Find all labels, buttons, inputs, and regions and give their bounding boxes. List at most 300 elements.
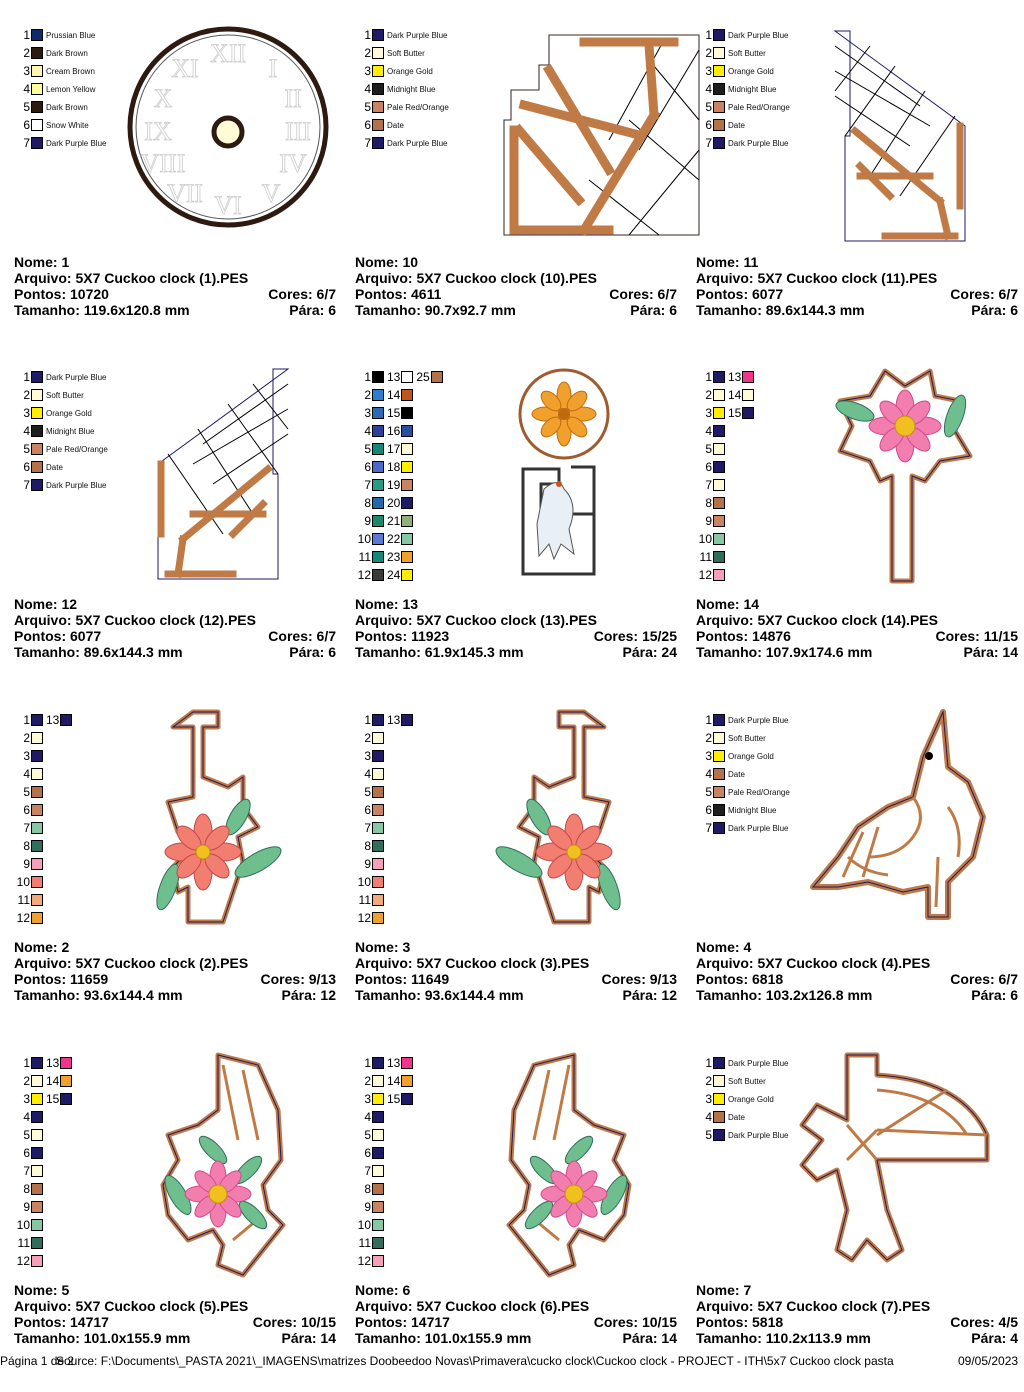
design-info — [696, 596, 1018, 660]
color-number: 5 — [23, 785, 30, 799]
color-swatch — [372, 912, 384, 924]
flower-and-bird-applique-art — [509, 364, 619, 589]
legend-row — [357, 873, 413, 891]
legend-row — [357, 747, 413, 765]
design-file: Arquivo: 5X7 Cuckoo clock (6).PES — [355, 1298, 590, 1314]
color-number: 1 — [23, 370, 30, 384]
legend-row — [16, 1198, 72, 1216]
design-preview — [148, 707, 288, 937]
design-size: Tamanho: 107.9x174.6 mm — [696, 644, 873, 660]
color-number: 14 — [387, 1074, 401, 1088]
color-number: 1 — [364, 28, 371, 42]
color-swatch — [31, 804, 43, 816]
extra-color-entry — [386, 1074, 413, 1088]
extra-color-entry — [386, 442, 413, 456]
color-number: 6 — [364, 460, 371, 474]
color-swatch — [31, 443, 43, 455]
color-swatch — [401, 443, 413, 455]
design-file: Arquivo: 5X7 Cuckoo clock (14).PES — [696, 612, 938, 628]
color-number: 4 — [705, 1110, 712, 1124]
design-file: Arquivo: 5X7 Cuckoo clock (5).PES — [14, 1298, 249, 1314]
color-number: 1 — [705, 1056, 712, 1070]
flower-branch-left-art — [148, 707, 288, 932]
size-row — [696, 1330, 1018, 1346]
color-swatch — [401, 461, 413, 473]
design-file: Arquivo: 5X7 Cuckoo clock (4).PES — [696, 955, 931, 971]
color-number: 19 — [387, 478, 401, 492]
color-swatch — [713, 443, 725, 455]
color-swatch — [372, 750, 384, 762]
color-swatch — [372, 533, 384, 545]
source-path: Source: F:\Documents\_PASTA 2021\_IMAGENS\matrizes Doobeedoo Novas\Primavera\cucko clock\Cuckoo clock - PROJECT - ITH\5x7 Cuckoo clock pasta — [56, 1354, 894, 1368]
legend-row — [357, 909, 413, 927]
design-preview — [830, 366, 980, 601]
legend-row — [357, 404, 443, 422]
legend-row — [16, 1216, 72, 1234]
size-row — [696, 302, 1018, 318]
color-name: Dark Purple Blue — [387, 138, 448, 148]
color-number: 3 — [705, 64, 712, 78]
stitch-row — [355, 1314, 677, 1330]
color-number: 2 — [364, 1074, 371, 1088]
legend-row — [16, 729, 72, 747]
color-number: 8 — [23, 839, 30, 853]
color-swatch — [31, 714, 43, 726]
color-number: 3 — [364, 749, 371, 763]
color-number: 21 — [387, 514, 401, 528]
stop-count: Pára: 24 — [622, 644, 677, 660]
extra-color-entry — [45, 713, 72, 727]
color-swatch — [372, 497, 384, 509]
color-number: 7 — [23, 821, 30, 835]
svg-text:III: III — [285, 117, 311, 146]
color-name: Prussian Blue — [46, 30, 96, 40]
color-number: 10 — [698, 532, 712, 546]
design-file: Arquivo: 5X7 Cuckoo clock (13).PES — [355, 612, 597, 628]
color-number: 10 — [16, 1218, 30, 1232]
stop-count: Pára: 14 — [622, 1330, 677, 1346]
color-swatch — [713, 768, 725, 780]
size-row — [355, 644, 677, 660]
stitch-row — [696, 1314, 1018, 1330]
color-number: 12 — [357, 911, 371, 925]
color-swatch — [31, 47, 43, 59]
design-name: Nome: 13 — [355, 596, 419, 612]
color-number: 15 — [387, 406, 401, 420]
design-size: Tamanho: 90.7x92.7 mm — [355, 302, 516, 318]
legend-row — [357, 855, 413, 873]
legend-row — [16, 44, 106, 62]
color-number: 20 — [387, 496, 401, 510]
color-swatch — [31, 786, 43, 798]
legend-row — [698, 548, 754, 566]
color-swatch — [31, 83, 43, 95]
color-swatch — [372, 551, 384, 563]
color-number: 11 — [358, 893, 371, 907]
color-name: Date — [728, 1112, 745, 1122]
color-swatch — [372, 1219, 384, 1231]
color-name: Soft Butter — [728, 48, 766, 58]
thread-color-legend — [698, 1054, 788, 1144]
color-number: 10 — [357, 875, 371, 889]
color-swatch — [713, 1129, 725, 1141]
color-count: Cores: 6/7 — [268, 628, 336, 644]
color-swatch — [713, 371, 725, 383]
legend-row — [16, 1162, 72, 1180]
legend-row — [698, 819, 790, 837]
design-info — [355, 596, 677, 660]
color-swatch — [372, 1147, 384, 1159]
color-number: 7 — [23, 478, 30, 492]
color-swatch — [401, 1075, 413, 1087]
legend-row — [698, 440, 754, 458]
legend-row — [16, 873, 72, 891]
flower-branch-right-art — [489, 707, 629, 932]
extra-color-entry — [727, 406, 754, 420]
color-number: 7 — [705, 136, 712, 150]
legend-row — [16, 26, 106, 44]
design-card — [690, 1050, 1024, 1392]
color-name: Date — [728, 769, 745, 779]
color-number: 2 — [23, 46, 30, 60]
legend-row — [16, 1252, 72, 1270]
color-number: 4 — [364, 1110, 371, 1124]
color-name: Pale Red/Orange — [46, 444, 108, 454]
thread-color-legend — [16, 368, 108, 494]
color-swatch — [713, 551, 725, 563]
color-number: 2 — [364, 388, 371, 402]
color-name: Dark Purple Blue — [46, 138, 107, 148]
color-swatch — [713, 137, 725, 149]
color-name: Midnight Blue — [728, 805, 777, 815]
color-number: 6 — [705, 803, 712, 817]
color-swatch — [372, 1201, 384, 1213]
design-size: Tamanho: 110.2x113.9 mm — [696, 1330, 871, 1346]
color-swatch — [31, 822, 43, 834]
legend-row — [357, 548, 443, 566]
extra-color-entry — [386, 478, 413, 492]
color-number: 7 — [23, 136, 30, 150]
color-swatch — [713, 515, 725, 527]
color-swatch — [31, 1057, 43, 1069]
color-name: Midnight Blue — [46, 426, 95, 436]
clock-face-art — [123, 22, 333, 232]
color-swatch — [401, 569, 413, 581]
legend-row — [357, 711, 413, 729]
color-swatch — [713, 822, 725, 834]
design-size: Tamanho: 103.2x126.8 mm — [696, 987, 873, 1003]
design-name: Nome: 4 — [696, 939, 752, 955]
design-name: Nome: 6 — [355, 1282, 411, 1298]
stitch-row — [696, 286, 1018, 302]
color-name: Midnight Blue — [728, 84, 777, 94]
extra-color-entry — [386, 460, 413, 474]
extra-color-entry — [727, 388, 754, 402]
stop-count: Pára: 14 — [281, 1330, 336, 1346]
color-swatch — [31, 1201, 43, 1213]
legend-row — [357, 422, 443, 440]
legend-row — [357, 1216, 413, 1234]
color-swatch — [372, 101, 384, 113]
svg-text:XII: XII — [209, 39, 247, 68]
extra-color-entry — [386, 406, 413, 420]
color-swatch — [713, 1075, 725, 1087]
color-name: Soft Butter — [46, 390, 84, 400]
extra-color-entry — [386, 424, 413, 438]
color-number: 25 — [416, 370, 430, 384]
design-name: Nome: 12 — [14, 596, 78, 612]
design-name: Nome: 11 — [696, 254, 759, 270]
legend-row — [698, 1126, 788, 1144]
color-number: 3 — [705, 1092, 712, 1106]
legend-row — [698, 530, 754, 548]
legend-row — [16, 458, 108, 476]
color-name: Dark Purple Blue — [46, 480, 107, 490]
color-name: Soft Butter — [728, 1076, 766, 1086]
color-swatch — [401, 371, 413, 383]
legend-row — [357, 783, 413, 801]
legend-row — [16, 134, 106, 152]
color-swatch — [372, 1111, 384, 1123]
design-card — [349, 707, 689, 1049]
legend-row — [357, 1090, 413, 1108]
color-swatch — [31, 479, 43, 491]
color-swatch — [31, 389, 43, 401]
stitch-count: Pontos: 14717 — [355, 1314, 450, 1330]
color-swatch — [372, 768, 384, 780]
color-number: 4 — [23, 767, 30, 781]
color-swatch — [713, 732, 725, 744]
color-number: 5 — [23, 442, 30, 456]
legend-row — [16, 1126, 72, 1144]
color-number: 5 — [705, 1128, 712, 1142]
stitch-row — [14, 1314, 336, 1330]
design-name: Nome: 14 — [696, 596, 760, 612]
extra-color-entry — [386, 1092, 413, 1106]
legend-row — [357, 891, 413, 909]
color-swatch — [372, 714, 384, 726]
legend-row — [698, 1072, 788, 1090]
thread-color-legend — [698, 368, 754, 584]
design-size: Tamanho: 61.9x145.3 mm — [355, 644, 524, 660]
design-size: Tamanho: 93.6x144.4 mm — [14, 987, 183, 1003]
stitch-count: Pontos: 14717 — [14, 1314, 109, 1330]
color-name: Pale Red/Orange — [728, 102, 790, 112]
color-swatch — [372, 1093, 384, 1105]
color-name: Snow White — [46, 120, 89, 130]
legend-row — [16, 1180, 72, 1198]
color-swatch — [60, 714, 72, 726]
color-swatch — [713, 533, 725, 545]
color-number: 8 — [705, 496, 712, 510]
color-number: 8 — [23, 1182, 30, 1196]
legend-row — [16, 440, 108, 458]
color-number: 3 — [364, 406, 371, 420]
legend-row — [357, 765, 413, 783]
color-number: 13 — [387, 1056, 401, 1070]
cuckoo-bird-art — [808, 707, 998, 927]
size-row — [14, 987, 336, 1003]
legend-row — [698, 368, 754, 386]
color-swatch — [401, 1093, 413, 1105]
color-swatch — [372, 1129, 384, 1141]
design-preview — [509, 364, 619, 594]
color-number: 11 — [17, 1236, 30, 1250]
color-swatch — [31, 1075, 43, 1087]
color-number: 8 — [364, 496, 371, 510]
svg-text:V: V — [261, 179, 281, 208]
legend-row — [16, 476, 108, 494]
legend-row — [357, 134, 449, 152]
color-number: 6 — [705, 460, 712, 474]
color-name: Dark Purple Blue — [387, 30, 448, 40]
color-count: Cores: 15/25 — [593, 628, 677, 644]
color-number: 12 — [357, 1254, 371, 1268]
color-name: Soft Butter — [728, 733, 766, 743]
extra-color-entry — [727, 370, 754, 384]
color-number: 9 — [364, 857, 371, 871]
design-name: Nome: 3 — [355, 939, 411, 955]
color-number: 3 — [23, 749, 30, 763]
color-swatch — [713, 29, 725, 41]
color-swatch — [372, 443, 384, 455]
legend-row — [698, 512, 754, 530]
size-row — [14, 1330, 336, 1346]
color-swatch — [31, 1165, 43, 1177]
design-info — [355, 1282, 677, 1346]
legend-row — [698, 62, 790, 80]
extra-color-entry — [386, 388, 413, 402]
stop-count: Pára: 6 — [630, 302, 677, 318]
stitch-row — [696, 971, 1018, 987]
color-swatch — [372, 461, 384, 473]
thread-color-legend — [357, 1054, 413, 1270]
color-number: 7 — [364, 1164, 371, 1178]
color-number: 11 — [358, 550, 371, 564]
design-preview — [489, 707, 629, 937]
color-count: Cores: 10/15 — [593, 1314, 677, 1330]
color-number: 3 — [705, 749, 712, 763]
color-swatch — [713, 1057, 725, 1069]
extra-color-entry — [386, 514, 413, 528]
color-number: 13 — [387, 370, 401, 384]
thread-color-legend — [698, 26, 790, 152]
color-name: Dark Purple Blue — [728, 1058, 789, 1068]
color-number: 8 — [364, 1182, 371, 1196]
color-swatch — [372, 425, 384, 437]
color-number: 6 — [23, 803, 30, 817]
color-swatch — [742, 371, 754, 383]
color-swatch — [31, 371, 43, 383]
color-number: 11 — [699, 550, 712, 564]
legend-row — [698, 1090, 788, 1108]
legend-row — [698, 1054, 788, 1072]
legend-row — [698, 98, 790, 116]
design-card — [8, 1050, 348, 1392]
stitch-count: Pontos: 5818 — [696, 1314, 784, 1330]
color-swatch — [372, 732, 384, 744]
color-swatch — [401, 533, 413, 545]
color-swatch — [431, 371, 443, 383]
color-number: 4 — [23, 1110, 30, 1124]
legend-row — [698, 711, 790, 729]
legend-row — [698, 26, 790, 44]
legend-row — [357, 1144, 413, 1162]
color-name: Orange Gold — [728, 751, 774, 761]
stitch-row — [14, 286, 336, 302]
color-count: Cores: 6/7 — [950, 286, 1018, 302]
color-number: 4 — [364, 82, 371, 96]
color-swatch — [31, 65, 43, 77]
design-card — [349, 22, 689, 364]
size-row — [696, 644, 1018, 660]
color-number: 15 — [46, 1092, 60, 1106]
design-info — [696, 1282, 1018, 1346]
legend-row — [357, 494, 443, 512]
svg-text:VI: VI — [214, 191, 242, 220]
extra-color-entry — [415, 370, 442, 384]
color-number: 1 — [705, 713, 712, 727]
stop-count: Pára: 12 — [281, 987, 336, 1003]
legend-row — [698, 1108, 788, 1126]
color-count: Cores: 6/7 — [950, 971, 1018, 987]
svg-text:II: II — [284, 84, 302, 113]
color-number: 23 — [387, 550, 401, 564]
color-swatch — [31, 1219, 43, 1231]
stop-count: Pára: 12 — [622, 987, 677, 1003]
color-swatch — [372, 804, 384, 816]
color-number: 2 — [705, 46, 712, 60]
color-swatch — [372, 1075, 384, 1087]
color-number: 14 — [387, 388, 401, 402]
stop-count: Pára: 6 — [971, 302, 1018, 318]
thread-color-legend — [16, 711, 72, 927]
design-card — [349, 364, 689, 706]
legend-row — [16, 422, 108, 440]
color-swatch — [31, 1111, 43, 1123]
color-number: 4 — [23, 424, 30, 438]
stop-count: Pára: 6 — [289, 302, 336, 318]
color-swatch — [31, 29, 43, 41]
color-swatch — [31, 732, 43, 744]
legend-row — [357, 368, 443, 386]
color-swatch — [401, 551, 413, 563]
design-card — [349, 1050, 689, 1392]
size-row — [355, 1330, 677, 1346]
color-swatch — [372, 858, 384, 870]
stitch-count: Pontos: 4611 — [355, 286, 442, 302]
legend-row — [357, 98, 449, 116]
color-number: 5 — [705, 100, 712, 114]
color-swatch — [401, 389, 413, 401]
legend-row — [16, 1054, 72, 1072]
color-name: Date — [46, 462, 63, 472]
legend-row — [357, 116, 449, 134]
thread-color-legend — [16, 26, 106, 152]
color-number: 2 — [705, 1074, 712, 1088]
color-swatch — [31, 750, 43, 762]
stop-count: Pára: 6 — [289, 644, 336, 660]
legend-row — [698, 476, 754, 494]
color-number: 7 — [364, 821, 371, 835]
legend-row — [357, 729, 413, 747]
color-number: 18 — [387, 460, 401, 474]
color-number: 5 — [705, 442, 712, 456]
stitch-row — [355, 628, 677, 644]
legend-row — [698, 422, 754, 440]
color-number: 5 — [364, 442, 371, 456]
color-number: 1 — [364, 1056, 371, 1070]
